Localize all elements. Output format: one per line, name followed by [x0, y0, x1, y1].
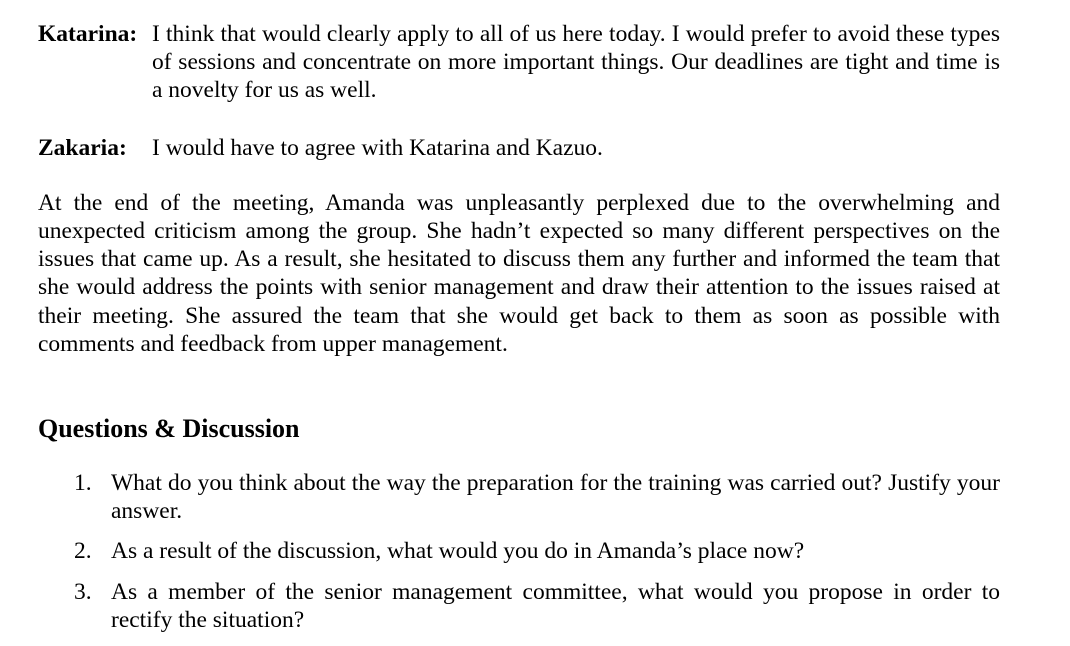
dialogue-entry-katarina	[38, 20, 1000, 105]
question-text: As a member of the senior management committee, what would you propose in order to rectify the situation?	[111, 578, 1000, 633]
speaker-utterance: I would have to agree with Katarina and Kazuo.	[152, 134, 603, 161]
speaker-name: Katarina:	[38, 21, 138, 47]
question-text: What do you think about the way the preparation for the training was carried out? Justify your answer.	[111, 470, 1000, 525]
question-list	[38, 469, 1000, 634]
section-heading: Questions & Discussion	[38, 414, 300, 444]
dialogue-entry-zakaria	[38, 134, 1000, 162]
document-page	[38, 20, 1000, 646]
speaker-name: Zakaria:	[38, 134, 127, 161]
question-number: 1.	[74, 470, 92, 497]
question-item	[38, 578, 1000, 634]
question-number: 2.	[74, 538, 92, 565]
question-item	[38, 537, 1000, 565]
question-number: 3.	[74, 578, 92, 605]
question-text: As a result of the discussion, what would you do in Amanda’s place now?	[111, 538, 805, 565]
narrative-paragraph: At the end of the meeting, Amanda was unpleasantly perplexed due to the overwhelming and unexpected criticism among the group. She hadn’t expected so many different perspectives on the issues that came up. As a result, she hesitated to discuss them any further and informed the team that she would address the points with senior management and draw their attention to the issues raised at their meeting. She assured the team that she would get back to them as soon as possible with comments and feedback from upper management.	[38, 189, 1000, 357]
speaker-utterance: I think that would clearly apply to all of us here today. I would prefer to avoid these types of sessions and concentrate on more important things. Our deadlines are tight and time is a novelty for us as well.	[152, 21, 1000, 104]
question-item	[38, 469, 1000, 525]
